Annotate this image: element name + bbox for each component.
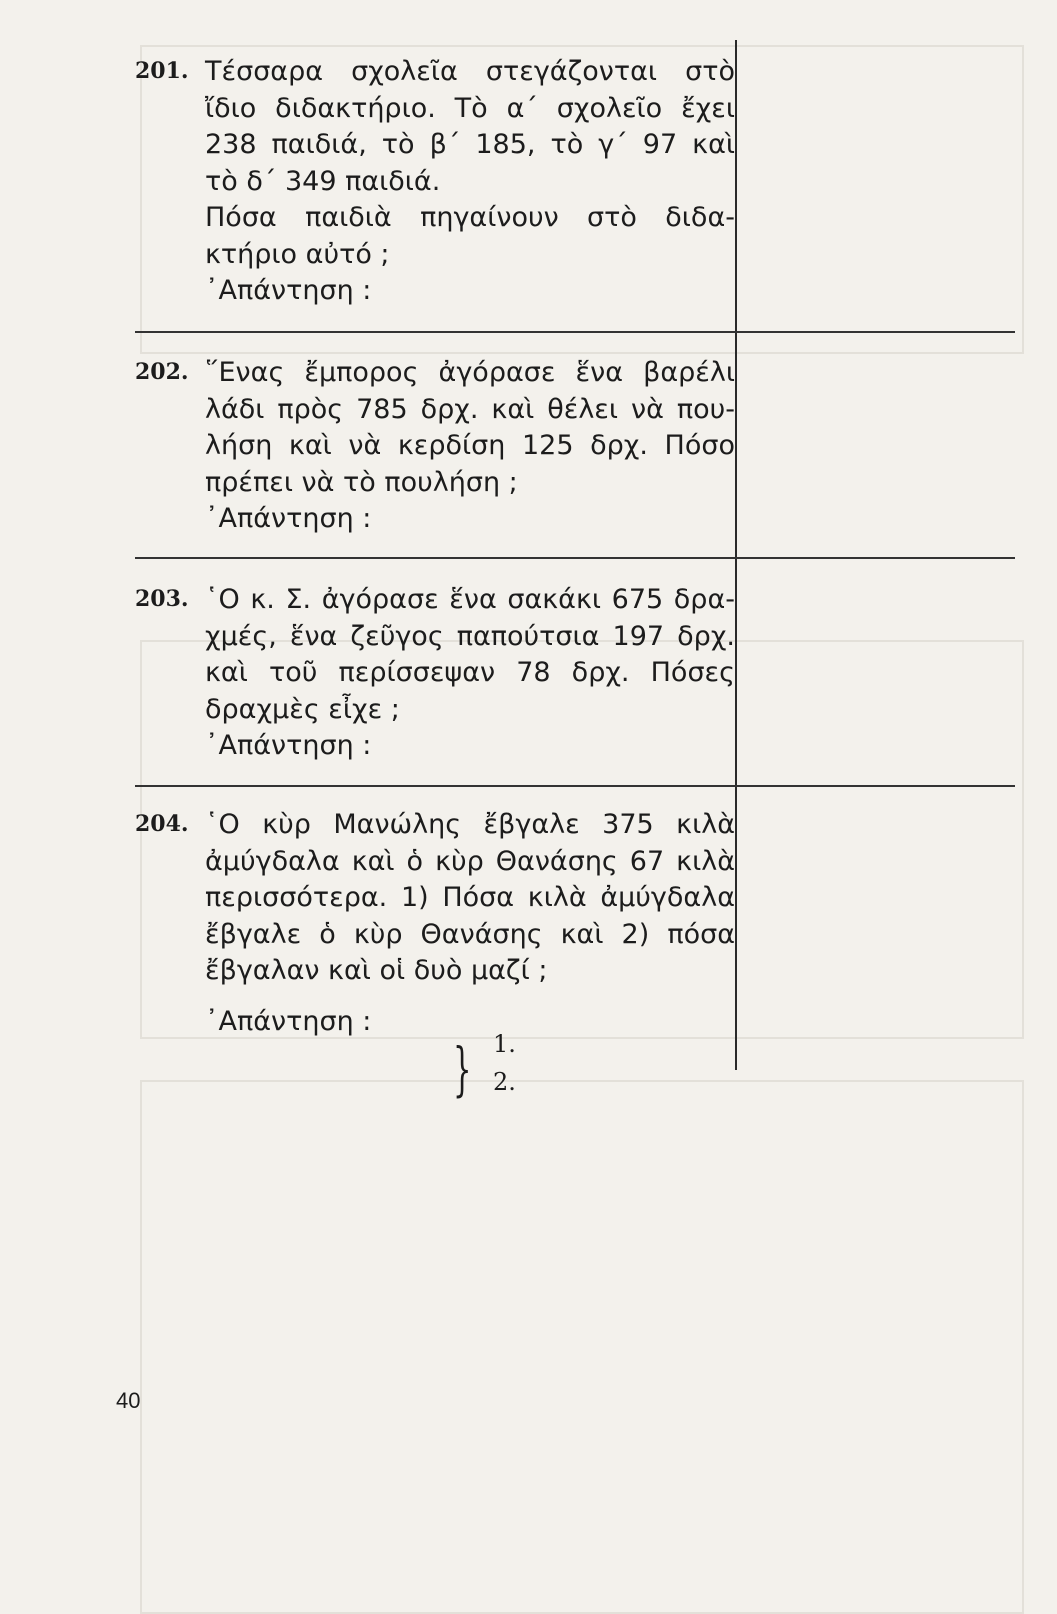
problem-number: 202. — [135, 359, 189, 385]
problem-line: τὸ δ΄ 349 παιδιά. — [205, 165, 441, 197]
problem-202 — [135, 355, 735, 545]
problem-separator — [135, 331, 1015, 333]
problem-number: 203. — [135, 586, 189, 612]
problem-line: ἔβγαλαν καὶ οἱ δυὸ μαζί ; — [205, 955, 548, 986]
answer-label: ᾿Απάντηση : — [205, 1005, 372, 1037]
problem-number: 204. — [135, 811, 189, 837]
problem-line: λάδι πρὸς 785 δρχ. καὶ θέλει νὰ που- — [205, 393, 735, 425]
problem-203 — [135, 582, 735, 772]
problem-text — [205, 355, 735, 538]
problem-201 — [135, 54, 735, 324]
bleed-through-box — [140, 1080, 1024, 1614]
page-number: 40 — [116, 1388, 141, 1413]
answer-items — [493, 1025, 516, 1101]
answer-item: 2. — [493, 1068, 516, 1096]
problem-number: 201. — [135, 58, 189, 84]
problem-line: ῞Ενας ἔμπορος ἀγόρασε ἕνα βαρέλι — [205, 357, 735, 388]
problem-204 — [135, 807, 735, 1103]
problem-line: ἴδιο διδακτήριο. Τὸ α΄ σχολεῖο ἔχει — [205, 92, 735, 124]
problem-separator — [135, 785, 1015, 787]
problem-line: περισσότερα. 1) Πόσα κιλὰ ἀμύγδαλα — [205, 882, 735, 913]
problem-line: Τέσσαρα σχολεῖα στεγάζονται στὸ — [205, 56, 735, 87]
answer-label: ᾿Απάντηση : — [205, 730, 372, 761]
problem-text — [205, 807, 735, 1040]
problem-line: ἔβγαλε ὁ κὺρ Θανάσης καὶ 2) πόσα — [205, 918, 735, 950]
answer-label: ᾿Απάντηση : — [205, 503, 372, 534]
answer-brace: } — [453, 1035, 472, 1103]
answer-label: ᾿Απάντηση : — [205, 275, 372, 306]
problem-line: κτήριο αὐτό ; — [205, 238, 390, 270]
problem-line: πρέπει νὰ τὸ πουλήση ; — [205, 466, 518, 498]
answer-item: 1. — [493, 1030, 516, 1058]
problem-line: ῾Ο κ. Σ. ἀγόρασε ἕνα σακάκι 675 δρα- — [205, 584, 735, 615]
problem-text — [205, 54, 735, 310]
problem-line: χμές, ἕνα ζεῦγος παπούτσια 197 δρχ. — [205, 620, 735, 652]
problem-line: ῾Ο κὺρ Μανώλης ἔβγαλε 375 κιλὰ — [205, 809, 735, 840]
problem-line: 238 παιδιά, τὸ β΄ 185, τὸ γ΄ 97 καὶ — [205, 129, 735, 160]
problem-line: ἀμύγδαλα καὶ ὁ κὺρ Θανάσης 67 κιλὰ — [205, 845, 735, 877]
problem-line: Πόσα παιδιὰ πηγαίνουν στὸ διδα- — [205, 202, 735, 233]
problem-separator — [135, 557, 1015, 559]
problem-line: καὶ τοῦ περίσσεψαν 78 δρχ. Πόσες — [205, 657, 735, 688]
problem-line: λήση καὶ νὰ κερδίση 125 δρχ. Πόσο — [205, 430, 735, 461]
problem-line: δραχμὲς εἶχε ; — [205, 693, 400, 725]
column-divider — [735, 40, 737, 1070]
problem-text — [205, 582, 735, 765]
